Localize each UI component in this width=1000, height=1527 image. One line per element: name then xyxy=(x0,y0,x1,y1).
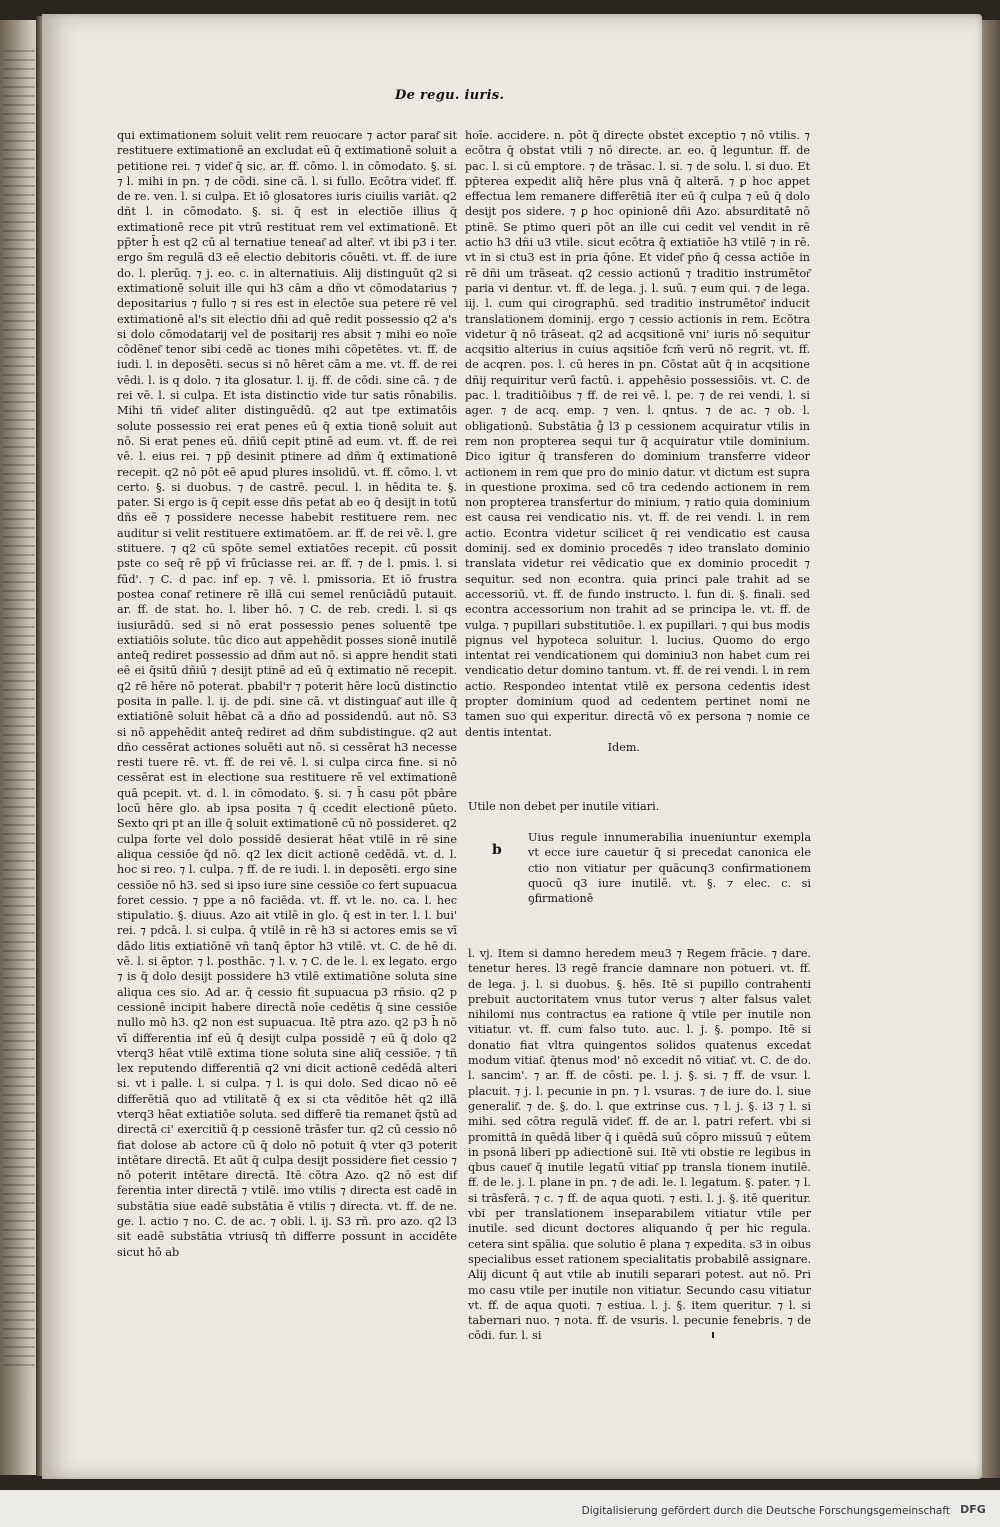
text-column-right xyxy=(465,128,810,755)
footer-credit: Digitalisierung gefördert durch die Deutsche Forschungsgemeinschaft xyxy=(581,1505,950,1517)
paragraph: qui extimationem soluit velit rem reuocare ⁊ actor parat͂ sit restituere extimationē an excludat eũ q̄ extimationē soluit a petitione rei. ⁊ videt͂ q̄ sic. ar. ff. cōmo. l. in cōmodato. §. si. ⁊ l. mihi in pn. ⁊ de cōdi. sine cā. l. si fullo. Ecōtra videt͂. ff. de re. ven. l. si culpa. Et iō glosatores iuris ciuilis variāt. q2 dñt l. in cōmodato. §. si. q̄ est in electiōe illius q̄ extimationē rece pit vtrū restituat rem vel extimationē. Et pp̄ter h̄ est q2 cū al ternatiue teneat͂ ad alter͂. vt ibi p3 i ter. ergo s̄m regulā d3 eē electio debitoris cōuēti. vt. ff. de iure do. l. plerūq. ⁊ j. eo. c. in alternatiuis. Alij distinguūt q2 si extimationē soluit ille qui h3 cām a dño vt cōmodatarius ⁊ depositarius ⁊ fullo ⁊ si res est in electōe sua petere rē vel extimationē al's sit electio dñi ad quē redit possessio q2 a's si dolo cōmodatarij vel de positarij res absit ⁊ mihi eo noīe cōdēnet͂ tenor sibi cedē ac tiones mihi cōpetētes. vt. ff. de iudi. l. in deposēti. secus si nō hēret cām a me. vt. ff. de rei vēdi. l. is q dolo. ⁊ ita glosatur. l. ij. ff. de cōdi. sine cā. ⁊ de rei vē. l. si culpa. Et ista distinctio vide tur satis rōnabilis. Mihi tñ videt͂ aliter distinguēdū. q2 aut tpe extimatōis solute possessio rei erat penes eū q̄ extia tionē soluit aut nō. Si erat penes eū. dñiū cepit ptinē ad eum. vt. ff. de rei vē. l. eius rei. ⁊ pp̄ desinit ptinere ad dñm q̄ extimationē recepit. q2 nō pōt eē apud plures insolidū. vt. ff. cōmo. l. vt certo. §. si duobus. ⁊ de castrē. pecul. l. in hēdita te. §. pater. Si ergo is q̄ cepit esse dñs petat ab eo q̄ desijt in totū dñs eē ⁊ possidere necesse habebit restituere rem. nec auditur si velit restituere extimatōem. ar. ff. de rei vē. l. gre stituere. ⁊ q2 cū spōte semel extiatōes recepit. cū possit pste co seq̄ rē pp̄ vī frūciasse rei. ar. ff. ⁊ de l. pmis. l. si fūd'. ⁊ C. d pac. inf ep. ⁊ vē. l. pmissoria. Et iō frustra postea conat͂ retinere rē illā cui semel renūciādū putauit. ar. ff. de stat. ho. l. liber hō. ⁊ C. de reb. credi. l. si qs iusiurādū. sed si nō erat possessio penes soluentē tpe extiatiōis solute. tūc dico aut appehēdit posses sionē inutilē anteq̄ rediret possessio ad dñm aut nō. si appre hendit stati eē ei q̄sitū dñiū ⁊ desijt ptinē ad eū q̄ extimatio nē recepit. q2 rē hēre nō poterat. pbabil'r ⁊ poterit hēre locū distinctio posita in palle. l. ij. de pdi. sine cā. vt distinguat͂ aut ille q̄ extiatiōnē soluit hēbat cā a dño ad possidendū. aut nō. S3 si nō appehēdit anteq̄ rediret ad dñm subdistingue. q2 aut dño cessērat actiones soluēti aut nō. si cessērat h3 necesse resti tuere rē. vt. ff. de rei vē. l. si culpa circa fine. si nō cessērat est in electione sua restituere rē vel extimationē quā pcepit. vt. d. l. in cōmodato. §. si. ⁊ h̄ casu pōt pbāre locū hēre glo. ab ipsa posita ⁊ q̄ ccedit electionē pūeto. Sexto qri pt an ille q̄ soluit extimationē cū nō possideret. q2 culpa forte vel dolo possidē desierat hēat vtilē in rē sine aliqua cessiōe q̄d nō. q2 lex dicit actionē cedēdā. vt. d. l. hoc si reo. ⁊ l. culpa. ⁊ ff. de re iudi. l. in deposēti. ergo sine cessiōe nō h3. sed si ipso iure sine cessiōe co fert supuacua foret cessio. ⁊ ppe a nō faciēda. vt. ff. vt le. no. ca. l. hec stipulatio. §. diuus. Azo ait vtilē in glo. q̄ est in ter. l. l. bui' rei. ⁊ pdcā. l. si culpa. q̄ vtilē in rē h3 si actores emis se vī dādo litis extiatiōnē vñ tanq̄ ēptor h3 vtilē. vt. C. de hē di. vē. l. si ēptor. ⁊ l. posthāc. ⁊ l. v. ⁊ C. de le. l. ex legato. ergo ⁊ is q̄ dolo desijt possidere h3 vtilē extimatiōne soluta sine aliqua ces sio. Ad ar. q̄ cessio fit supuacua p3 rñsio. q2 p cessionē incipit habere directā noīe cedētis q̄ sine cessiōe nullo mō h3. q2 non est supuacua. Itē ptra azo. q2 p3 h̄ nō vī differentia inf eū q̄ desijt culpa possidē ⁊ eū q̄ dolo q2 vterq3 hēat vtilē extima tione soluta sine aliq̄ cessiōe. ⁊ tñ lex reputendo differentiā q2 vni dicit actionē cedēdā alteri si. vt i palle. l. si culpa. ⁊ l. is qui dolo. Sed dicao nō eē differētiā quo ad vtilitatē q̄ ex si cta vēditōe hēt q2 illā vterq3 hēat extiatiōe soluta. sed differē tia remanet q̄stū ad directā ci' exercitiū q̄ p cessionē trāsfer tur. q2 cū cessio nō fiat dolose ab actore cū q̄ dolo nō potuit q̄ vter q3 poterit intētare directā. Et aūt q̄ culpa desijt possidere fiet cessio ⁊ nō poterit intētare directā. Itē cōtra Azo. q2 nō est dif ferentia inter directā ⁊ vtilē. imo vtilis ⁊ directa est cadē in substātia siue eadē substātia ē vtilis ⁊ directa. vt. ff. de ne. ge. l. actio ⁊ no. C. de ac. ⁊ obli. l. ij. S3 rñ. pro azo. q2 l3 sit eadē substātia vtriusq̄ tñ differre possunt in accidēte sicut hō ab xyxy=(117,129,457,1259)
running-head: De regu. iuris. xyxy=(395,88,505,103)
facing-page-edge xyxy=(0,20,40,1475)
rule-text: l. vj. Item si damno heredem meu3 ⁊ Regem frācie. ⁊ dare. tenetur heres. l3 regē francie damnare non potueri. vt. ff. de lega. j. l. si duobus. §. hēs. Itē si pupillo contrahenti prebuit auctoritatem vnus tutor verus ⁊ alter falsus valet nihilomi nus contractus ea ratione q̄ vtile per inutile non vitiatur. vt. ff. cum falso tuto. auc. l. j. §. pompo. Itē si donatio fiat vltra quingentos solidos quatenus excedat modum vitiat͂. q̄tenus mod' nō excedit nō vitiat͂. vt. C. de do. l. sancim'. ⁊ ar. ff. de cōsti. pe. l. j. §. si. ⁊ ff. de vsur. l. placuit. ⁊ j. l. pecunie in pn. ⁊ l. vsuras. ⁊ de iure do. l. siue generalit͂. ⁊ de. §. do. l. que extrinse cus. ⁊ l. j. §. i3 ⁊ l. si mihi. sed cōtra regulā videt͂. ff. de ar. l. patri refert. vbi si promittā in quēdā liber q̄ i quēdā suū cōpro missuū ⁊ eūtem in psonā liberi pp adiectionē sui. Itē vti obstie re legibus in qbus cauet͂ q̄ inutile legatū vitiat͂ pp transla tionem inutilē. ff. de le. j. l. plane in pn. ⁊ de adi. le. l. legatum. §. pater. ⁊ l. si trāsferā. ⁊ c. ⁊ ff. de aqua quoti. ⁊ esti. l. j. §. itē queritur. vbi per translationem inseparabilem vitiatur vtile per inutile. sed dicunt doctores aliquando q̄ per hic regula. cetera sint spālia. que solutio ē plana ⁊ expedita. s3 in oibus specialibus esset rationem specialitatis probabilē assignare. Alij dicunt q̄ aut vtile ab inutili separari potest. aut nō. Pri mo casu vtile per inutile non vitiatur. Secundo casu vitiatur vt. ff. de aqua quoti. ⁊ estiua. l. j. §. item queritur. ⁊ l. si tabernari nuo. ⁊ nota. ff. de vsuris. l. pecunie fenebris. ⁊ de cōdi. fur. l. si xyxy=(468,947,811,1343)
ink-mark xyxy=(712,1332,714,1338)
paragraph: hoīe. accidere. n. pōt q̄ directe obstet exceptio ⁊ nō vtilis. ⁊ ecōtra q̄ obstat vtili ⁊ nō directe. ar. eo. q̄ leguntur. ff. de pac. l. si cū emptore. ⁊ de trāsac. l. si. ⁊ de solu. l. si duo. Et pp̄terea expedit aliq̄ hēre plus vnā q̄ alterā. ⁊ ꝑ hoc appet effectua lem remanere differētiā iter eū q̄ culpa ⁊ eū q̄ dolo desijt pos sidere. ⁊ ꝑ hoc opinionē dñi Azo. absurditatē nō ptinē. Se ptimo queri pōt an ille cui cedit vel vendit in rē actio h3 dñi u3 vtile. sicut ecōtra q̄ extiatiōe h3 vtilē ⁊ in rē. vt in si ctu3 est in pria q̄ōne. Et videt͂ pño q̄ cessa actiōe in rē dñi um trāseat. q2 cessio actionū ⁊ traditio instrumētor͂ paria vi dentur. vt. ff. de lega. j. l. suū. ⁊ eum qui. ⁊ de lega. iij. l. cum qui cirographū. sed traditio instrumētor͂ inducit translationem dominij. ergo ⁊ cessio actionis in rem. Ecōtra videtur q̄ nō trāseat. q2 ad acqsitionē vni' iuris nō sequitur acqsitio alterius in cuius aqsitiōe fcm̄ verū nō regrit. vt. ff. de acqren. pos. l. cū heres in pn. Cōstat aūt q̄ in acqsitione dñij requiritur verū factū. i. appehēsio possessiōis. vt. C. de pac. l. traditiōibus ⁊ ff. de rei vē. l. pe. ⁊ de rei vendi. l. si ager. ⁊ de acq. emp. ⁊ ven. l. qntus. ⁊ de ac. ⁊ ob. l. obligationū. Substātia g̊ l3 p cessionem acquiratur vtilis in rem non propterea sequi tur q̄ acquiratur vtile dominium. Dico igitur q̄ transferen do dominium transferre videor actionem in rem que pro do minio datur. vt dictum est supra in questione proxima. sed cō tra cedendo actionem in rem non propterea transfertur do minium. ⁊ ratio quia dominium est causa rei vendicatio nis. vt. ff. de rei vendi. l. in rem actio. Econtra videtur scilicet q̄ rei vendicatio est causa dominij. sed ex dominio procedēs ⁊ ideo translato dominio translata videtur rei vēdicatio que ex dominio procedit ⁊ sequitur. sed non econtra. quia princi pale trahit ad se accessoriū. vt. ff. de fundo instructo. l. fun di. §. finali. sed econtra accessorium non trahit ad se principa le. vt. ff. de vulga. ⁊ pupillari substitutiōe. l. ex pupillari. ⁊ qui bus modis pignus vel hypoteca soluitur. l. lucius. Quomo do ergo intentat rei vendicationem qui dominiu3 non habet cum rei vendicatio detur domino tantum. vt. ff. de rei vendi. l. in rem actio. Respondeo intentat vtilē ex persona cedentis idest propter dominium quod ad cedentem pertinet nomi ne tamen suo qui experitur. directā vō ex persona ⁊ nomie ce dentis intentat. xyxy=(465,129,810,739)
text-column-left xyxy=(117,128,457,1288)
section-closing: Idem. xyxy=(607,740,640,754)
rule-heading: Utile non debet per inutile vitiari. xyxy=(468,800,660,813)
rule-text-indented: Uius regule innumerabilia inueniuntur exempla vt ecce iure cauetur q̄ si precedat canonica ele ctio non vitiatur per quācunq3 confirmationem quocū q3 iure inutilē. vt. §. ⁊ elec. c. si ꝯfirmationē xyxy=(528,831,811,906)
dfg-logo: DFG xyxy=(960,1502,986,1516)
marginal-letter: b xyxy=(492,842,502,858)
